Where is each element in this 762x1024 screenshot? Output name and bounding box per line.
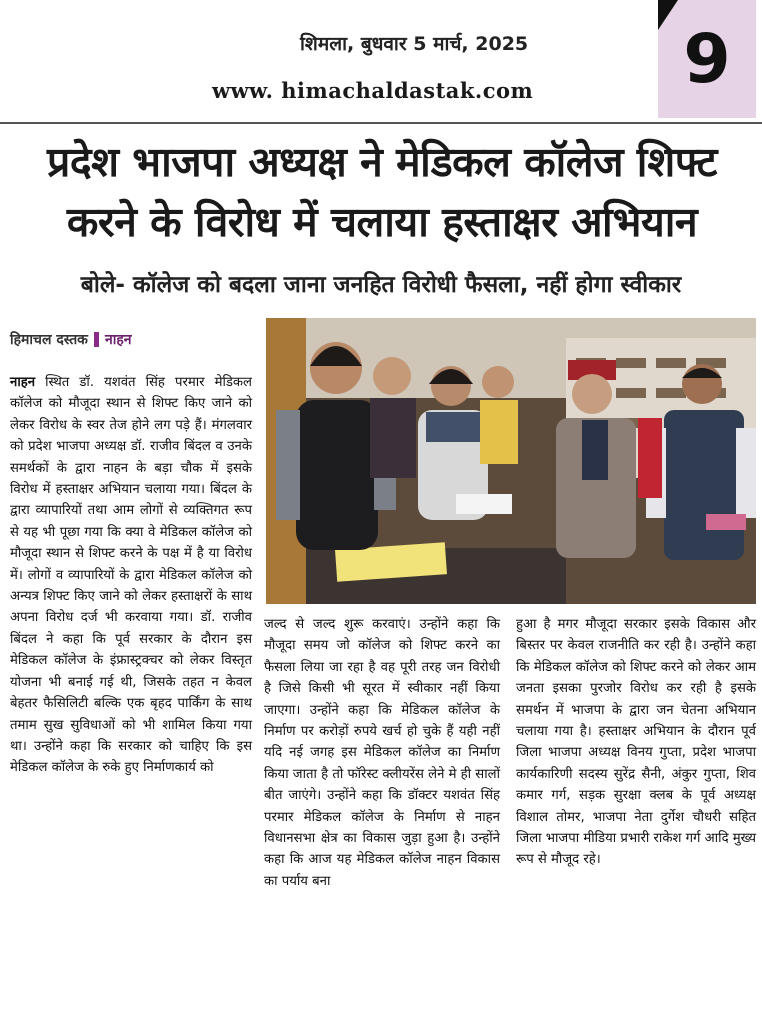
subheadline: बोले- कॉलेज को बदला जाना जनहित विरोधी फैसला, नहीं होगा स्वीकार — [80, 272, 682, 298]
lead-word: नाहन — [10, 375, 36, 390]
byline-place: नाहन — [104, 332, 132, 348]
article-column-1 — [10, 372, 252, 779]
article-column-3 — [516, 614, 756, 871]
page-number: 9 — [683, 20, 731, 99]
website-url: www. himachaldastak.com — [212, 78, 534, 103]
divider — [0, 122, 762, 124]
headline — [8, 132, 756, 252]
dateline: शिमला, बुधवार 5 मार्च, 2025 — [300, 33, 529, 55]
byline-separator — [94, 332, 99, 347]
headline-line-2: करने के विरोध में चलाया हस्ताक्षर अभियान — [66, 198, 698, 246]
photo-illustration — [266, 318, 756, 604]
column-3-text: हुआ है मगर मौजूदा सरकार इसके विकास और बिस्तर पर केवल राजनीति कर रही है। उन्होंने कहा कि मेडिकल कॉलेज को शिफ्ट करने को लेकर आम जनता इसका पुरजोर विरोध कर रही है इसके समर्थन में भाजपा के द्वारा जन चेतना अभियान चलाया गया है। हस्ताक्षर अभियान के दौरान पूर्व जिला भाजपा अध्यक्ष विनय गुप्ता, प्रदेश भाजपा कार्यकारिणी सदस्य सुरेंद्र सैनी, अंकुर गुप्ता, शिव कमार गर्ग, सड़क सुरक्षा क्लब के पूर्व अध्यक्ष विशाल तोमर, भाजपा नेता दुर्गेश चौधरी सहित जिला भाजपा मीडिया प्रभारी राकेश गर्ग आदि मुख्य रूप से मौजूद रहे। — [516, 617, 757, 868]
headline-line-1: प्रदेश भाजपा अध्यक्ष ने मेडिकल कॉलेज शिफ्ट — [47, 138, 717, 186]
byline — [10, 330, 132, 349]
byline-source: हिमाचल दस्तक — [10, 332, 88, 348]
masthead — [0, 0, 762, 118]
column-2-text: जल्द से जल्द शुरू करवाएं। उन्होंने कहा कि मौजूदा समय जो कॉलेज को शिफ्ट करने का फैसला लिया जा रहा है वह पूरी तरह जन विरोधी है जिसे किसी भी सूरत में स्वीकार नहीं किया जाएगा। उन्होंने कहा कि मेडिकल कॉलेज के निर्माण पर करोड़ों रुपये खर्च हो चुके हैं यही नहीं यदि नई जगह इस मेडिकल कॉलेज का निर्माण किया जाता है तो फॉरेस्ट क्लीयरेंस लेने मे ही सालों बीत जाएंगे। उन्होंने कहा कि डॉक्टर यशवंत सिंह परमार मेडिकल कॉलेज के निर्माण से नाहन विधानसभा क्षेत्र का विकास जुड़ा हुआ है। उन्होंने कहा कि आज यह मेडिकल कॉलेज नाहन विकास का पर्याय बना — [264, 617, 500, 889]
column-1-text: स्थित डॉ. यशवंत सिंह परमार मेडिकल कॉलेज को मौजूदा स्थान से शिफ्ट किए जाने को लेकर विरोध के स्वर तेज होने लग पड़े हैं। मंगलवार को प्रदेश भाजपा अध्यक्ष डॉ. राजीव बिंदल व उनके समर्थकों के द्वारा नाहन के बड़ा चौक में इसके विरोध में हस्ताक्षर अभियान चलाया गया। बिंदल के द्वारा व्यापारियों तथा आम लोगों से व्यक्तिगत रूप से यह भी पूछा गया कि क्या वे मेडिकल कॉलेज को मौजूदा स्थान से शिफ्ट करने के पक्ष में है या विरोध में। लोगों व व्यापारियों के द्वारा मेडिकल कॉलेज को अन्यत्र शिफ्ट किए जाने को लेकर हस्ताक्षरों के साथ अपना विरोध दर्ज भी करवाया गया। डॉ. राजीव बिंदल ने कहा कि पूर्व सरकार के दौरान इस मेडिकल कॉलेज के इंफ्रास्ट्रक्चर को लेकर विस्तृत योजना भी बनाई गई थी, जिसके तहत न केवल बेहतर फैसिलिटी बल्कि एक बृहद पार्किंग के साथ तमाम सुख सुविधाओं को भी शामिल किया गया था। उन्होंने कहा कि सरकार को चाहिए कि इस मेडिकल कॉलेज के रुके हुए निर्माणकार्य को — [10, 375, 252, 776]
article-column-2 — [264, 614, 500, 892]
news-photo — [266, 318, 756, 604]
